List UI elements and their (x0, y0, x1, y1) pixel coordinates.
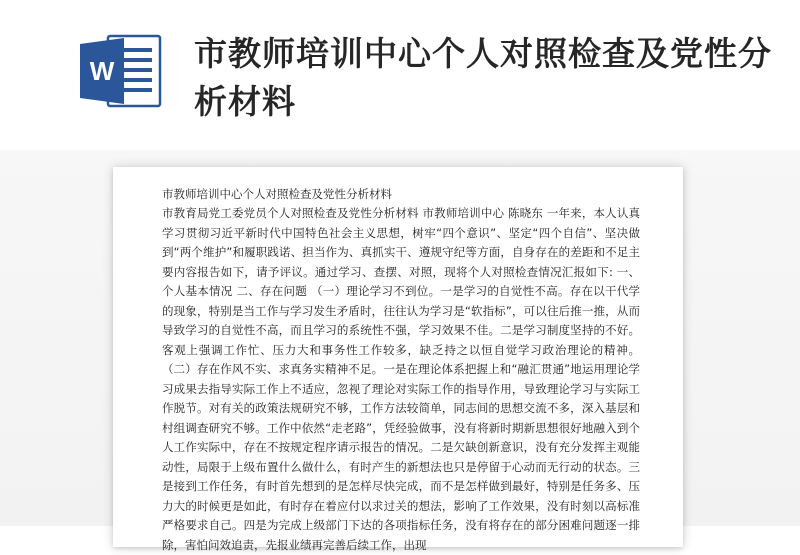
document-body: 市教育局党工委党员个人对照检查及党性分析材料 市教师培训中心 陈晓东 一年来，本人认真学习贯彻习近平新时代中国特色社会主义思想，树牢“四个意识”、坚定“四个自信”、坚决做到“两个维护”和履职践诺、担当作为、真抓实干、遵规守纪等方面，自身存在的差距和不足主要内容报告如下，请予评议。通过学习、查摆、对照，现将个人对照检查情况汇报如下: 一、个人基本情况 二、存在问题 （一）理论学习不到位。一是学习的自觉性不高。存在以干代学的现象，特别是当工作与学习发生矛盾时，往往认为学习是“软指标”，可以往后推一推，从而导致学习的自觉性不高，而且学习的系统性不强，学习效果不佳。二是学习制度坚持的不好。客观上强调工作忙、压力大和事务性工作较多，缺乏持之以恒自觉学习政治理论的精神。 （二）存在作风不实、求真务实精神不足。一是在理论体系把握上和“融汇贯通”地运用理论学习成果去指导实际工作上不适应，忽视了理论对实际工作的指导作用，导致理论学习与实际工作脱节。对有关的政策法规研究不够，工作方法较简单，同志间的思想交流不多，深入基层和村组调查研究不够。工作中依然“走老路”，凭经验做事，没有将新时期新思想很好地融入到个人工作实际中，存在不按规定程序请示报告的情况。二是欠缺创新意识，没有充分发挥主观能动性，局限于上级布置什么做什么，有时产生的新想法也只是停留于心动而无行动的状态。三是接到工作任务，有时首先想到的是怎样尽快完成，而不是怎样做到最好，特别是任务多、压力大的时候更是如此，有时存在着应付以求过关的想法，影响了工作效果，没有时刻以高标准严格要求自己。四是为完成上级部门下达的各项指标任务，没有将存在的部分困难问题逐一排除，害怕问效追责，先报业绩再完善后续工作，出现 (162, 206, 640, 552)
word-doc-icon (78, 34, 164, 108)
document-title: 市教师培训中心个人对照检查及党性分析材料 (162, 187, 392, 201)
word-letter: W (89, 56, 115, 86)
page-title: 市教师培训中心个人对照检查及党性分析材料 (194, 34, 772, 121)
header (0, 0, 800, 150)
